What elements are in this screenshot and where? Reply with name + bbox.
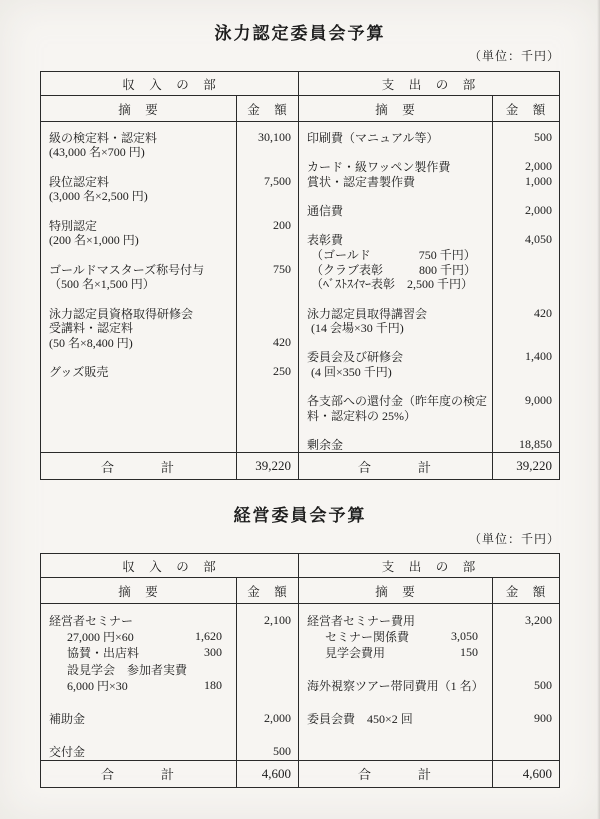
item-line <box>299 628 492 644</box>
item-text: カード・級ワッペン製作費 <box>307 160 451 175</box>
item-text: ゴールドマスターズ称号付与 <box>49 262 205 277</box>
amount-line <box>237 661 298 677</box>
item-text: 受講料・認定料 <box>49 321 134 336</box>
amount-line <box>493 694 559 710</box>
page-title-management-budget: 経営委員会予算 <box>233 506 367 525</box>
item-text: 表彰費 <box>307 233 344 248</box>
item-text <box>49 695 52 710</box>
item-text: 設見学会 参加者実費 <box>67 662 188 677</box>
amount-line <box>493 262 559 277</box>
amount-line <box>493 145 559 160</box>
expense-amount-header: 金 額 <box>493 96 560 122</box>
page-title-swim-certification-budget: 泳力認定委員会予算 <box>214 24 386 43</box>
amount-line: 30,100 <box>258 129 292 144</box>
amount-line: 2,000 <box>264 711 292 726</box>
item-text: 交付金 <box>49 744 86 759</box>
amount-line: 3,200 <box>525 612 553 627</box>
expense-total-label: 合 計 <box>299 453 493 480</box>
amount-line <box>237 306 298 321</box>
amount-line <box>237 145 298 160</box>
item-text: (3,000 名×2,500 円) <box>49 189 148 204</box>
expense-section-header: 支 出 の 部 <box>299 554 560 578</box>
income-total-label: 合 計 <box>41 453 237 480</box>
amount-line <box>493 628 559 644</box>
item-line <box>41 320 236 335</box>
item-text: 海外視察ツアー帯同費用（1 名） <box>307 679 484 694</box>
amount-line <box>237 291 298 306</box>
item-line <box>299 232 492 247</box>
item-line <box>41 232 236 247</box>
item-text: 料・認定料の 25%） <box>307 409 417 423</box>
item-text: （ﾍﾞｽﾄｽｲﾏｰ表彰 2,500 千円） <box>311 277 474 292</box>
column-header-row <box>41 578 560 604</box>
item-line <box>41 262 236 277</box>
item-text: 委員会費 450×2 回 <box>307 712 413 727</box>
item-line <box>41 291 236 306</box>
amount-line <box>237 247 298 262</box>
item-text: 委員会及び研修会 <box>307 350 404 365</box>
amount-line <box>237 694 298 710</box>
item-line <box>41 710 236 726</box>
amount-line: 1,000 <box>525 173 553 188</box>
amount-line: 7,500 <box>264 173 292 188</box>
income-amount-header: 金 額 <box>237 578 299 604</box>
expense-amounts-cell <box>493 604 560 761</box>
expense-desc-header: 摘 要 <box>299 96 493 122</box>
item-line <box>299 130 492 145</box>
item-text: 印刷費（マニュアル等） <box>307 130 439 145</box>
income-amounts-cell <box>237 604 299 761</box>
item-line <box>299 394 492 409</box>
item-line <box>299 159 492 174</box>
income-total-amount: 4,600 <box>237 760 299 787</box>
item-line <box>299 291 492 306</box>
expense-items-cell <box>299 604 493 761</box>
amount-line <box>237 232 298 247</box>
section-header-row <box>41 72 560 96</box>
amount-line <box>493 320 559 335</box>
expense-total-amount: 39,220 <box>493 453 560 480</box>
section-header-row <box>41 554 560 578</box>
expense-total-amount: 4,600 <box>493 760 560 787</box>
item-text: 泳力認定員資格取得研修会 <box>49 306 194 321</box>
amount-line <box>237 628 298 644</box>
income-section-header: 収 入 の 部 <box>41 72 299 96</box>
unit-label: （単位：千円） <box>468 532 560 546</box>
amount-line <box>493 379 559 394</box>
item-line <box>41 306 236 321</box>
item-text: 見学会費用 <box>325 646 386 661</box>
income-items-cell <box>41 122 237 453</box>
item-text: 補助金 <box>49 712 86 727</box>
item-text: 剰余金 <box>307 438 344 453</box>
item-line <box>299 174 492 189</box>
income-total-label: 合 計 <box>41 760 237 787</box>
management-budget-table <box>40 553 560 788</box>
item-text <box>307 662 310 677</box>
item-line <box>299 350 492 365</box>
expense-items-cell <box>299 122 493 453</box>
amount-line: 750 <box>273 261 292 276</box>
item-line <box>299 145 492 160</box>
item-text: (50 名×8,400 円) <box>49 335 133 350</box>
amount-line <box>493 423 559 438</box>
item-line <box>41 364 236 379</box>
amount-line <box>237 159 298 174</box>
amount-line <box>493 247 559 262</box>
amount-line <box>493 364 559 379</box>
sub-amount: 1,620 <box>195 629 222 644</box>
item-line <box>41 189 236 204</box>
item-line <box>41 628 236 644</box>
income-section-header: 収 入 の 部 <box>41 554 299 578</box>
item-line <box>299 247 492 262</box>
amount-line: 500 <box>273 743 292 758</box>
amount-line <box>237 678 298 694</box>
amount-line: 2,000 <box>525 203 553 218</box>
amount-line: 420 <box>534 305 553 320</box>
item-line <box>41 218 236 233</box>
item-text: (200 名×1,000 円) <box>49 233 139 248</box>
amount-line <box>493 189 559 204</box>
amount-line <box>237 203 298 218</box>
table-body-row <box>41 122 560 453</box>
expense-total-label: 合 計 <box>299 760 493 787</box>
expense-amount-header: 金 額 <box>493 578 560 604</box>
sub-amount: 150 <box>460 645 479 660</box>
amount-line: 18,850 <box>519 437 553 452</box>
item-text: セミナー関係費 <box>325 630 410 645</box>
item-line <box>299 189 492 204</box>
item-line <box>299 203 492 218</box>
item-text: 通信費 <box>307 204 344 219</box>
item-text <box>49 727 52 742</box>
income-desc-header: 摘 要 <box>41 578 237 604</box>
amount-line <box>493 335 559 350</box>
item-text: (43,000 名×700 円) <box>49 145 145 160</box>
item-line <box>41 145 236 160</box>
amount-line: 500 <box>534 678 553 693</box>
item-line <box>41 694 236 710</box>
income-total-amount: 39,220 <box>237 453 299 480</box>
item-line <box>41 645 236 661</box>
amount-line <box>493 645 559 661</box>
amount-line <box>237 276 298 291</box>
amount-line: 9,000 <box>525 393 553 408</box>
item-text: 経営者セミナー <box>49 613 134 628</box>
amount-line <box>493 291 559 306</box>
item-text: （クラブ表彰 800 千円） <box>311 262 477 277</box>
item-line <box>41 727 236 743</box>
sub-amount: 300 <box>204 645 222 660</box>
item-line <box>299 320 492 335</box>
amount-line: 1,400 <box>525 349 553 364</box>
amount-line: 420 <box>273 334 292 349</box>
item-line <box>299 379 492 394</box>
item-line <box>299 276 492 291</box>
expense-amounts-cell <box>493 122 560 453</box>
item-line <box>41 612 236 628</box>
expense-section-header: 支 出 の 部 <box>299 72 560 96</box>
amount-line <box>493 218 559 233</box>
item-line <box>299 306 492 321</box>
item-line <box>299 364 492 379</box>
total-row <box>41 760 560 787</box>
item-text: 27,000 円×60 <box>67 630 134 645</box>
item-line <box>41 335 236 350</box>
amount-line: 4,050 <box>525 232 553 247</box>
amount-line <box>493 276 559 291</box>
item-text: 級の検定料・認定料 <box>49 130 158 145</box>
item-text: 経営者セミナー費用 <box>307 613 416 628</box>
amount-line: 200 <box>273 217 292 232</box>
income-amount-header: 金 額 <box>237 96 299 122</box>
item-line <box>41 174 236 189</box>
item-text: 段位認定料 <box>49 174 110 189</box>
amount-line: 2,000 <box>525 159 553 174</box>
item-line <box>299 694 492 710</box>
unit-label: （単位：千円） <box>468 49 560 63</box>
item-line <box>41 247 236 262</box>
swim-certification-budget-table <box>40 71 560 480</box>
item-line <box>299 645 492 661</box>
amount-line <box>237 320 298 335</box>
item-text: （ゴールド 750 千円） <box>311 247 476 262</box>
amount-line <box>493 661 559 677</box>
item-line <box>41 203 236 218</box>
item-text: 特別認定 <box>49 218 98 233</box>
amount-line <box>237 350 298 365</box>
item-text: 泳力認定員取得講習会 <box>307 306 428 321</box>
item-line <box>41 678 236 694</box>
item-line <box>299 678 492 694</box>
item-line <box>41 743 236 759</box>
item-line <box>299 408 492 423</box>
sub-amount: 3,050 <box>451 629 479 644</box>
item-line <box>299 437 492 452</box>
table-body-row <box>41 604 560 761</box>
item-text: (4 回×350 千円) <box>311 365 392 380</box>
amount-line: 500 <box>534 129 553 144</box>
item-text: 協賛・出店料 <box>67 646 140 661</box>
expense-desc-header: 摘 要 <box>299 578 493 604</box>
item-line <box>41 130 236 145</box>
item-line <box>299 612 492 628</box>
amount-line: 900 <box>534 711 553 726</box>
item-line <box>299 335 492 350</box>
item-text: グッズ販売 <box>49 365 109 380</box>
amount-line <box>237 727 298 743</box>
total-row <box>41 453 560 480</box>
item-line <box>299 262 492 277</box>
item-line <box>299 661 492 677</box>
item-line <box>299 218 492 233</box>
amount-line <box>237 189 298 204</box>
item-text: 賞状・認定書製作費 <box>307 174 416 189</box>
amount-line <box>237 645 298 661</box>
sub-amount: 180 <box>204 678 222 693</box>
income-amounts-cell <box>237 122 299 453</box>
item-line <box>299 423 492 438</box>
amount-line <box>493 408 559 423</box>
income-desc-header: 摘 要 <box>41 96 237 122</box>
item-text: 6,000 円×30 <box>67 679 128 694</box>
income-items-cell <box>41 604 237 761</box>
item-line <box>41 661 236 677</box>
item-text: 各支部への還付金（昨年度の検定 <box>307 394 488 409</box>
amount-line: 2,100 <box>264 612 292 627</box>
item-text: （500 名×1,500 円） <box>49 277 155 292</box>
item-text <box>307 695 310 710</box>
column-header-row <box>41 96 560 122</box>
item-line <box>41 350 236 365</box>
item-line <box>299 710 492 726</box>
item-line <box>41 276 236 291</box>
item-text: (14 会場×30 千円) <box>311 321 404 336</box>
amount-line: 250 <box>273 364 292 379</box>
item-line <box>41 159 236 174</box>
